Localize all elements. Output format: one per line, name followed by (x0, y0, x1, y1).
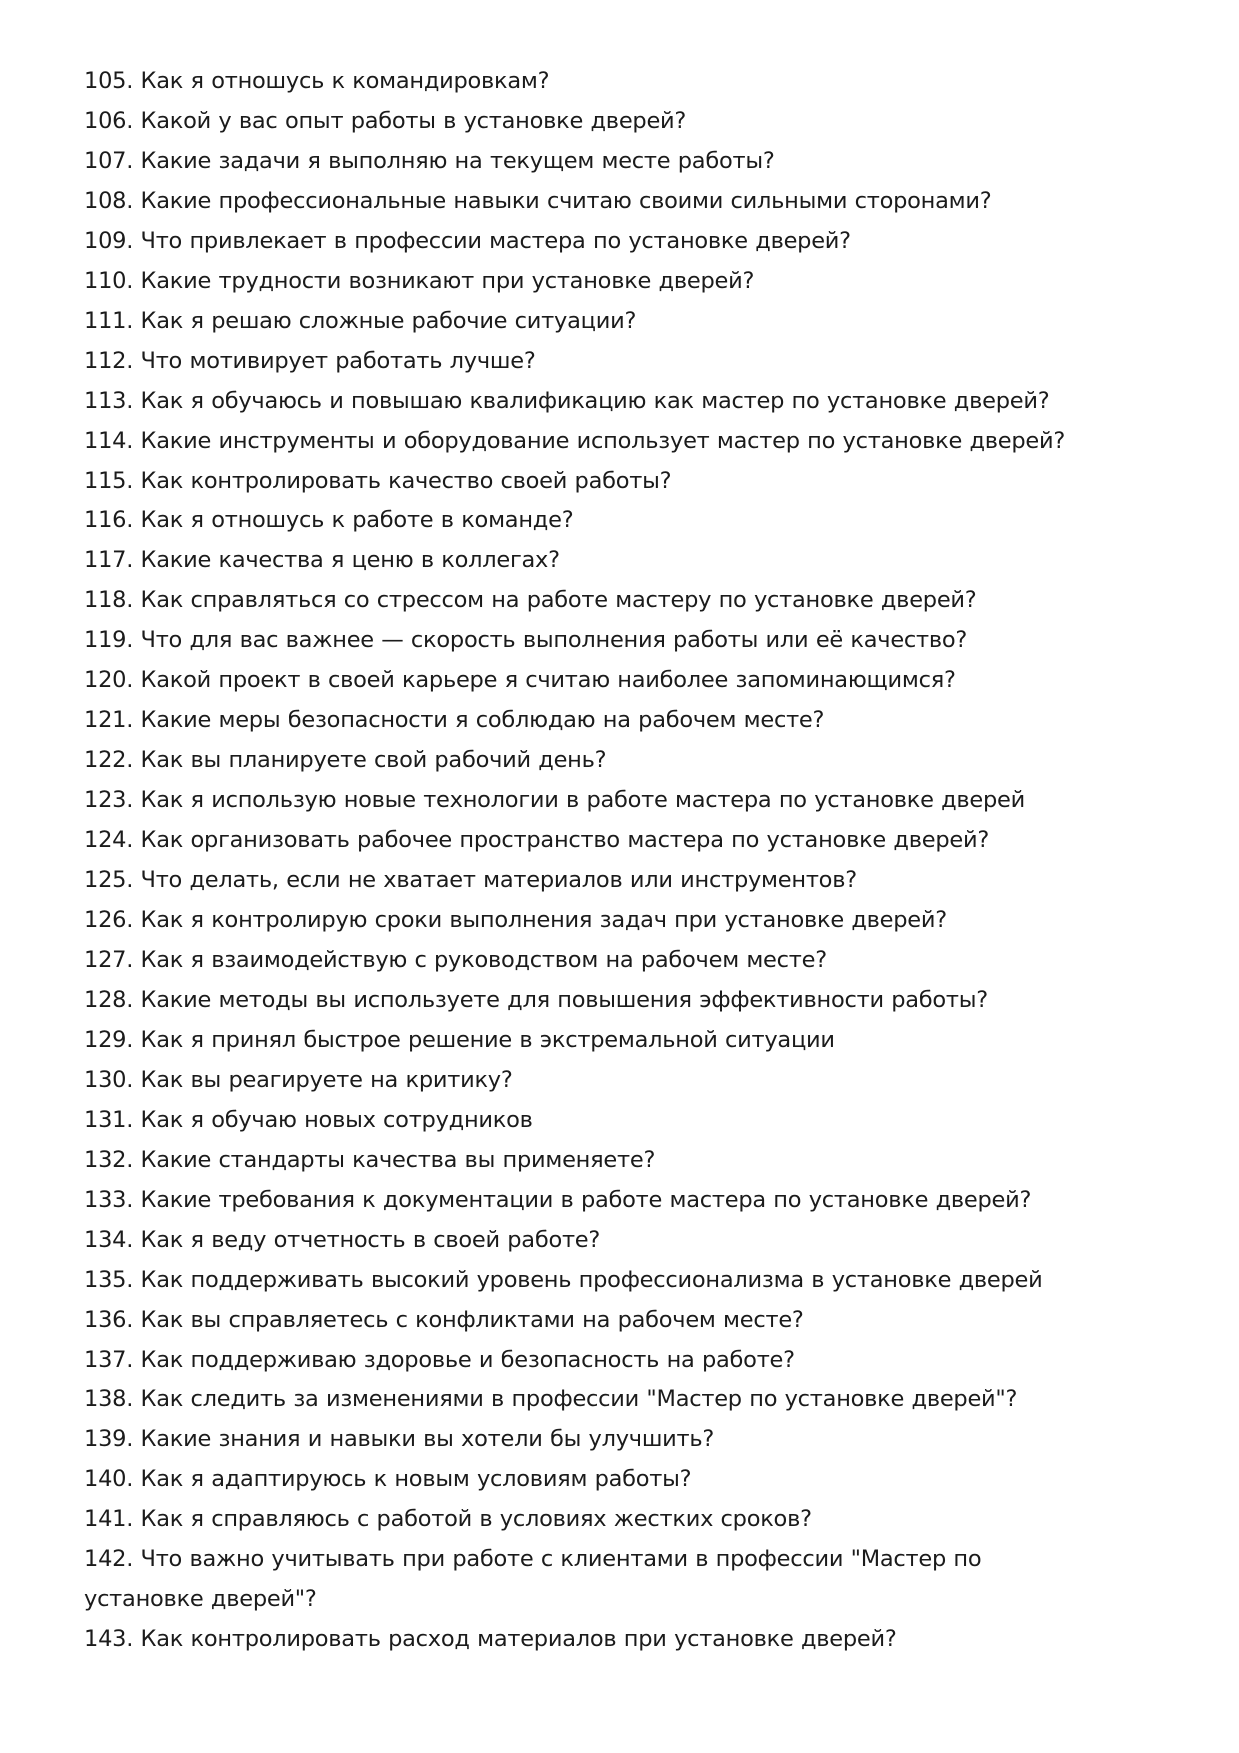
question-item (84, 182, 1084, 222)
question-item (84, 741, 1084, 781)
question-text: Как я адаптируюсь к новым условиям работы? (140, 1466, 692, 1493)
question-item (84, 422, 1084, 462)
question-text: Какие трудности возникают при установке дверей? (140, 267, 755, 294)
question-text: Как я веду отчетность в своей работе? (140, 1226, 601, 1253)
question-item (84, 821, 1084, 861)
question-number: 133. (84, 1186, 134, 1213)
question-number: 110. (84, 267, 134, 294)
question-text: Какие стандарты качества вы применяете? (140, 1146, 656, 1173)
question-item (84, 1061, 1084, 1101)
question-number: 108. (84, 187, 134, 214)
question-text: Какой проект в своей карьере я считаю наиболее запоминающимся? (140, 667, 956, 694)
question-item (84, 1500, 1084, 1540)
question-text: Как справляться со стрессом на работе мастеру по установке дверей? (140, 587, 977, 614)
question-text: Какие методы вы используете для повышения эффективности работы? (140, 986, 988, 1013)
question-text: Как я решаю сложные рабочие ситуации? (140, 307, 637, 334)
question-number: 127. (84, 946, 134, 973)
question-number: 143. (84, 1626, 134, 1653)
question-number: 128. (84, 986, 134, 1013)
question-number: 122. (84, 747, 134, 774)
question-item (84, 621, 1084, 661)
question-text: Какие требования к документации в работе мастера по установке дверей? (140, 1186, 1032, 1213)
question-number: 134. (84, 1226, 134, 1253)
question-text: Как я справляюсь с работой в условиях жестких сроков? (140, 1506, 812, 1533)
question-text: Какой у вас опыт работы в установке дверей? (140, 107, 687, 134)
question-text: Как поддерживаю здоровье и безопасность на работе? (140, 1346, 795, 1373)
question-text: Какие инструменты и оборудование использует мастер по установке дверей? (140, 427, 1066, 454)
question-number: 125. (84, 867, 134, 894)
question-item (84, 501, 1084, 541)
question-item (84, 102, 1084, 142)
question-text: Как вы реагируете на критику? (140, 1066, 513, 1093)
question-item (84, 462, 1084, 502)
question-number: 136. (84, 1306, 134, 1333)
question-item (84, 1620, 1084, 1660)
question-item (84, 941, 1084, 981)
question-text: Как я обучаю новых сотрудников (140, 1106, 533, 1133)
question-text: Как я отношусь к работе в команде? (140, 507, 574, 534)
question-text: Как я отношусь к командировкам? (140, 68, 550, 94)
question-item (84, 581, 1084, 621)
question-text: Как я взаимодействую с руководством на рабочем месте? (140, 946, 827, 973)
question-number: 140. (84, 1466, 134, 1493)
question-text: Какие задачи я выполняю на текущем месте работы? (140, 147, 775, 174)
question-number: 132. (84, 1146, 134, 1173)
question-item (84, 981, 1084, 1021)
question-text: Что делать, если не хватает материалов или инструментов? (140, 867, 857, 894)
question-item (84, 661, 1084, 701)
question-number: 120. (84, 667, 134, 694)
question-text: Как я использую новые технологии в работе мастера по установке дверей (140, 787, 1026, 814)
question-number: 118. (84, 587, 134, 614)
question-number: 135. (84, 1266, 134, 1293)
question-item (84, 861, 1084, 901)
question-item (84, 1301, 1084, 1341)
question-number: 113. (84, 387, 134, 414)
question-text: Как контролировать качество своей работы? (140, 467, 672, 494)
question-item (84, 701, 1084, 741)
question-number: 114. (84, 427, 134, 454)
question-text: Как я обучаюсь и повышаю квалификацию как мастер по установке дверей? (140, 387, 1050, 414)
question-item (84, 302, 1084, 342)
question-number: 107. (84, 147, 134, 174)
question-number: 116. (84, 507, 134, 534)
question-item (84, 142, 1084, 182)
question-item (84, 1380, 1084, 1420)
question-number: 119. (84, 627, 134, 654)
question-item (84, 1181, 1084, 1221)
question-number: 112. (84, 347, 134, 374)
question-number: 131. (84, 1106, 134, 1133)
question-number: 109. (84, 227, 134, 254)
question-number: 106. (84, 107, 134, 134)
question-text: Какие меры безопасности я соблюдаю на рабочем месте? (140, 707, 825, 734)
question-text: Как я принял быстрое решение в экстремальной ситуации (140, 1026, 835, 1053)
question-number: 126. (84, 907, 134, 934)
question-number: 137. (84, 1346, 134, 1373)
question-item (84, 1221, 1084, 1261)
question-text: Что важно учитывать при работе с клиентами в профессии "Мастер по установке дверей"? (84, 1546, 982, 1613)
question-item (84, 62, 1084, 102)
question-number: 121. (84, 707, 134, 734)
question-text: Как следить за изменениями в профессии "Мастер по установке дверей"? (140, 1386, 1018, 1413)
question-text: Как контролировать расход материалов при установке дверей? (140, 1626, 897, 1653)
question-number: 111. (84, 307, 134, 334)
question-item (84, 1141, 1084, 1181)
question-text: Что привлекает в профессии мастера по установке дверей? (140, 227, 851, 254)
question-item (84, 1420, 1084, 1460)
question-number: 117. (84, 547, 134, 574)
question-number: 124. (84, 827, 134, 854)
question-number: 139. (84, 1426, 134, 1453)
question-number: 142. (84, 1546, 134, 1573)
question-text: Как я контролирую сроки выполнения задач при установке дверей? (140, 907, 947, 934)
question-text: Какие качества я ценю в коллегах? (140, 547, 560, 574)
question-text: Как вы планируете свой рабочий день? (140, 747, 607, 774)
question-number: 141. (84, 1506, 134, 1533)
question-item (84, 1540, 1084, 1620)
question-number: 123. (84, 787, 134, 814)
question-text: Какие знания и навыки вы хотели бы улучшить? (140, 1426, 715, 1453)
question-item (84, 781, 1084, 821)
question-item (84, 1341, 1084, 1381)
question-item (84, 1261, 1084, 1301)
question-item (84, 541, 1084, 581)
question-text: Как вы справляетесь с конфликтами на рабочем месте? (140, 1306, 804, 1333)
question-text: Что мотивирует работать лучше? (140, 347, 536, 374)
question-item (84, 222, 1084, 262)
question-text: Как организовать рабочее пространство мастера по установке дверей? (140, 827, 990, 854)
question-text: Как поддерживать высокий уровень профессионализма в установке дверей (140, 1266, 1043, 1293)
question-number: 105. (84, 68, 134, 94)
question-text: Какие профессиональные навыки считаю своими сильными сторонами? (140, 187, 992, 214)
question-item (84, 1021, 1084, 1061)
question-item (84, 262, 1084, 302)
question-number: 138. (84, 1386, 134, 1413)
question-number: 130. (84, 1066, 134, 1093)
question-item (84, 1101, 1084, 1141)
question-number: 115. (84, 467, 134, 494)
question-item (84, 342, 1084, 382)
question-list (84, 62, 1179, 1660)
question-item (84, 1460, 1084, 1500)
question-item (84, 901, 1084, 941)
question-item (84, 382, 1084, 422)
question-number: 129. (84, 1026, 134, 1053)
question-text: Что для вас важнее — скорость выполнения работы или её качество? (140, 627, 968, 654)
